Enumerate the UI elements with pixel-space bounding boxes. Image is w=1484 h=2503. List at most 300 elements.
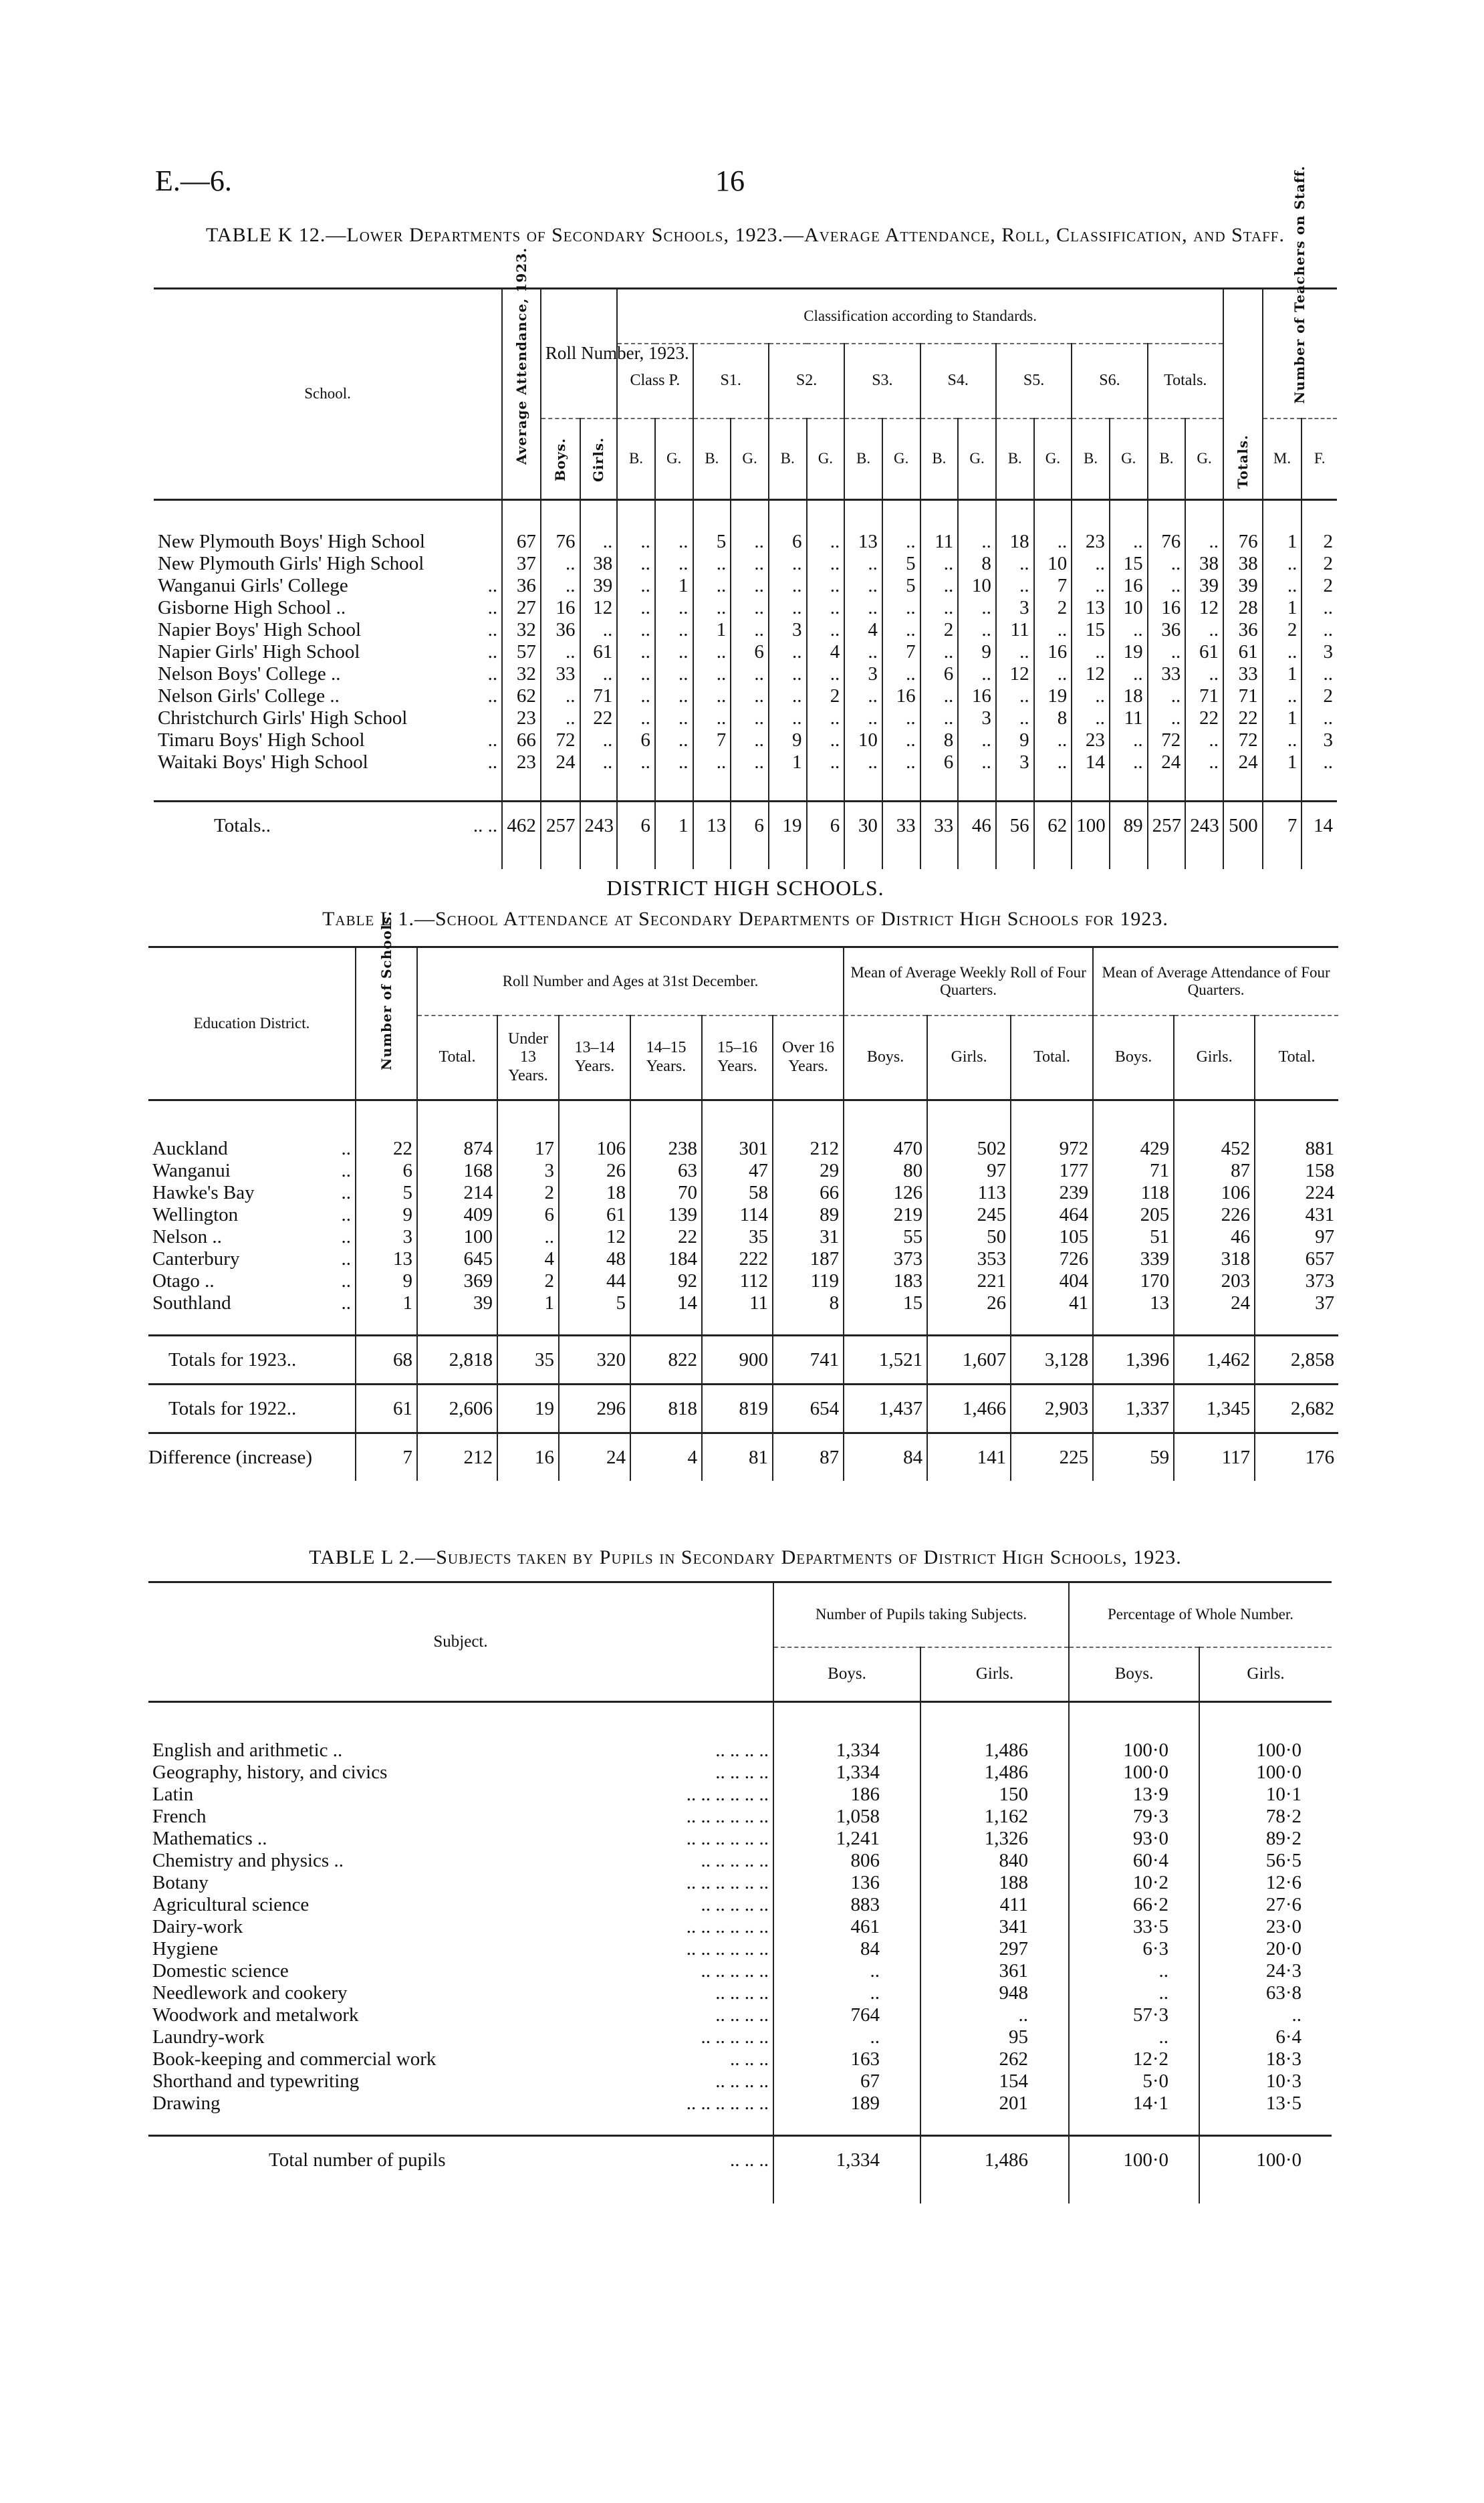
k12-cell: 2 bbox=[1034, 597, 1072, 619]
leader-dots: .. bbox=[341, 1226, 351, 1247]
row-label bbox=[154, 531, 502, 553]
l1-cell: 239 bbox=[1011, 1182, 1093, 1204]
row-label-text: Needlework and cookery bbox=[152, 1982, 348, 2004]
row-label-text: Laundry-work bbox=[152, 2026, 265, 2048]
l2-cell: 66·2 bbox=[1069, 1894, 1199, 1916]
row-label bbox=[148, 1204, 356, 1226]
k12-group-header: S3. bbox=[844, 344, 920, 419]
k12-cell: 71 bbox=[580, 685, 618, 707]
l1-summary-cell: 819 bbox=[702, 1385, 773, 1433]
k12-cell: .. bbox=[1185, 619, 1223, 641]
l2-cell: 20·0 bbox=[1199, 1938, 1332, 1960]
k12-cell: 76 bbox=[1148, 531, 1186, 553]
k12-cell: .. bbox=[958, 597, 996, 619]
k12-cell: .. bbox=[882, 707, 920, 729]
spacer-cell bbox=[996, 773, 1034, 802]
spacer-cell bbox=[1011, 1100, 1093, 1139]
l2-cell: 33·5 bbox=[1069, 1916, 1199, 1938]
l1-summary-cell: 225 bbox=[1011, 1433, 1093, 1481]
l1-summary-cell: 7 bbox=[356, 1433, 417, 1481]
l2-cell: 27·6 bbox=[1199, 1894, 1332, 1916]
l2-cell: 136 bbox=[773, 1872, 920, 1894]
spacer-cell bbox=[655, 500, 693, 531]
l1-summary-cell: 818 bbox=[630, 1385, 702, 1433]
row-label bbox=[148, 2048, 773, 2070]
k12-cell: .. bbox=[1302, 597, 1337, 619]
l2-cell: 150 bbox=[920, 1784, 1069, 1806]
k12-title-rest: Lower Departments of Secondary Schools, 1923.—Average Attendance, Roll, Classification, and Staff. bbox=[346, 224, 1285, 246]
k12-cell: .. bbox=[844, 685, 882, 707]
leader-dots: .. .. .. .. bbox=[715, 1740, 769, 1761]
k12-total-cell: 30 bbox=[844, 802, 882, 850]
k12-cell: 12 bbox=[580, 597, 618, 619]
leader-dots: .. .. .. .. .. .. bbox=[686, 1872, 769, 1893]
l1-cell: 4 bbox=[497, 1248, 559, 1270]
l1-cell: 1 bbox=[497, 1292, 559, 1314]
l1-cell: 9 bbox=[356, 1204, 417, 1226]
k12-cell: .. bbox=[541, 707, 580, 729]
row-label bbox=[148, 1182, 356, 1204]
spacer-cell bbox=[154, 849, 502, 869]
k12-cell: .. bbox=[731, 729, 769, 751]
k12-cell: 71 bbox=[1223, 685, 1263, 707]
spacer-cell bbox=[769, 500, 807, 531]
k12-table-row bbox=[154, 707, 1337, 729]
spacer-cell bbox=[920, 500, 959, 531]
l2-cell: .. bbox=[773, 1982, 920, 2004]
k12-cell: .. bbox=[580, 729, 618, 751]
spacer-cell bbox=[773, 1702, 920, 1740]
l1-cell: 6 bbox=[356, 1160, 417, 1182]
spacer-cell bbox=[1069, 2183, 1199, 2203]
l2-cell: 13·5 bbox=[1199, 2093, 1332, 2115]
row-label-text: Canterbury bbox=[152, 1248, 240, 1270]
k12-cell: 23 bbox=[502, 707, 541, 729]
spacer-cell bbox=[731, 849, 769, 869]
l1-cell: 80 bbox=[844, 1160, 927, 1182]
l1-cell: 222 bbox=[702, 1248, 773, 1270]
l1-col-header: Boys. bbox=[1093, 1016, 1174, 1099]
spacer-cell bbox=[1069, 2115, 1199, 2136]
l1-title-rest: School Attendance at Secondary Departments of District High Schools for 1923. bbox=[435, 908, 1168, 930]
leader-dots: .. .. .. .. .. .. bbox=[686, 2093, 769, 2114]
k12-cell: .. bbox=[541, 553, 580, 575]
k12-cell: 13 bbox=[1072, 597, 1110, 619]
l1-cell: 245 bbox=[927, 1204, 1011, 1226]
k12-bg-header: G. bbox=[1034, 419, 1072, 499]
l1-cell: 2 bbox=[497, 1270, 559, 1292]
l2-col-header: Boys. bbox=[1069, 1647, 1199, 1701]
l1-summary-cell: 4 bbox=[630, 1433, 702, 1481]
k12-bg-header: G. bbox=[882, 419, 920, 499]
k12-cell: .. bbox=[655, 707, 693, 729]
l1-cell: 22 bbox=[356, 1138, 417, 1160]
k12-group-header: S5. bbox=[996, 344, 1072, 419]
l2-cell: 14·1 bbox=[1069, 2093, 1199, 2115]
spacer-cell bbox=[1174, 1100, 1255, 1139]
k12-total-cell: 89 bbox=[1110, 802, 1148, 850]
row-label-text: Hawke's Bay bbox=[152, 1182, 255, 1203]
l1-col-header: Total. bbox=[417, 1016, 497, 1099]
row-label bbox=[148, 2004, 773, 2026]
k12-cell: .. bbox=[920, 553, 959, 575]
row-label-text: Otago .. bbox=[152, 1270, 215, 1292]
row-label-text: New Plymouth Girls' High School bbox=[158, 553, 424, 574]
l1-summary-cell: 1,337 bbox=[1093, 1385, 1174, 1433]
l1-cell: 431 bbox=[1255, 1204, 1338, 1226]
l1-cell: 92 bbox=[630, 1270, 702, 1292]
l1-cell: 9 bbox=[356, 1270, 417, 1292]
l2-cell: 89·2 bbox=[1199, 1828, 1332, 1850]
l2-cell: 154 bbox=[920, 2070, 1069, 2093]
spacer-cell bbox=[559, 1314, 630, 1336]
spacer-row bbox=[148, 1702, 1332, 1740]
l1-cell: 404 bbox=[1011, 1270, 1093, 1292]
l2-cell: 100·0 bbox=[1069, 1762, 1199, 1784]
row-label-text: Hygiene bbox=[152, 1938, 219, 1959]
spacer-cell bbox=[1011, 1314, 1093, 1336]
leader-dots: .. bbox=[487, 751, 498, 773]
k12-bg-header: B. bbox=[1148, 419, 1186, 499]
k12-total-cell: 6 bbox=[807, 802, 845, 850]
row-label-text: Napier Boys' High School bbox=[158, 619, 362, 640]
k12-cell: .. bbox=[920, 641, 959, 663]
k12-cell: 22 bbox=[1185, 707, 1223, 729]
row-label-text: Woodwork and metalwork bbox=[152, 2004, 359, 2026]
l1-cell: 31 bbox=[773, 1226, 844, 1248]
leader-dots: .. bbox=[487, 619, 498, 640]
k12-cell: 9 bbox=[996, 729, 1034, 751]
k12-cell: .. bbox=[693, 597, 731, 619]
k12-cell: 36 bbox=[1223, 619, 1263, 641]
l1-cell: 339 bbox=[1093, 1248, 1174, 1270]
spacer-cell bbox=[148, 2183, 773, 2203]
l1-col-header: 14–15 Years. bbox=[630, 1016, 702, 1099]
k12-cell: .. bbox=[996, 685, 1034, 707]
l1-cell: 44 bbox=[559, 1270, 630, 1292]
k12-cell: 24 bbox=[1223, 751, 1263, 773]
k12-cell: 36 bbox=[541, 619, 580, 641]
spacer-cell bbox=[702, 1314, 773, 1336]
l1-cell: 6 bbox=[497, 1204, 559, 1226]
k12-cell: .. bbox=[580, 751, 618, 773]
l2-title-rest: Subjects taken by Pupils in Secondary Departments of District High Schools, 1923. bbox=[436, 1546, 1182, 1568]
k12-cell: .. bbox=[655, 663, 693, 685]
row-label bbox=[148, 1850, 773, 1872]
l2-cell: .. bbox=[1069, 1982, 1199, 2004]
l1-table-row bbox=[148, 1270, 1338, 1292]
l2-header-subject: Subject. bbox=[433, 1632, 488, 1651]
k12-cell: .. bbox=[693, 553, 731, 575]
spacer-cell bbox=[356, 1314, 417, 1336]
k12-cell: 3 bbox=[844, 663, 882, 685]
k12-table-row bbox=[154, 685, 1337, 707]
l1-summary-cell: 2,606 bbox=[417, 1385, 497, 1433]
spacer-cell bbox=[655, 849, 693, 869]
spacer-cell bbox=[356, 1100, 417, 1139]
k12-cell: 5 bbox=[693, 531, 731, 553]
k12-header-roll: Roll Number, 1923. bbox=[541, 289, 617, 419]
l1-summary-cell: 2,682 bbox=[1255, 1385, 1338, 1433]
row-label-text: French bbox=[152, 1806, 207, 1827]
k12-header-school: School. bbox=[304, 385, 351, 402]
k12-group-header: S1. bbox=[693, 344, 769, 419]
k12-cell: 28 bbox=[1223, 597, 1263, 619]
l1-table-row bbox=[148, 1292, 1338, 1314]
l2-cell: 5·0 bbox=[1069, 2070, 1199, 2093]
l1-cell: 470 bbox=[844, 1138, 927, 1160]
spacer-cell bbox=[773, 1100, 844, 1139]
spacer-cell bbox=[148, 1314, 356, 1336]
row-label-text: Napier Girls' High School bbox=[158, 641, 360, 663]
spacer-cell bbox=[693, 849, 731, 869]
l1-cell: 502 bbox=[927, 1138, 1011, 1160]
spacer-cell bbox=[920, 2115, 1069, 2136]
l2-col-header: Girls. bbox=[1199, 1647, 1332, 1701]
l2-cell: 100·0 bbox=[1069, 1740, 1199, 1762]
k12-cell: 62 bbox=[502, 685, 541, 707]
k12-cell: 19 bbox=[1034, 685, 1072, 707]
row-label-text: Geography, history, and civics bbox=[152, 1762, 388, 1783]
k12-cell: 36 bbox=[1148, 619, 1186, 641]
row-label bbox=[148, 1433, 356, 1481]
k12-cell: .. bbox=[1263, 685, 1302, 707]
k12-cell: .. bbox=[1148, 641, 1186, 663]
l2-cell: 806 bbox=[773, 1850, 920, 1872]
l1-cell: 3 bbox=[497, 1160, 559, 1182]
l1-cell: 874 bbox=[417, 1138, 497, 1160]
row-label bbox=[148, 1336, 356, 1385]
k12-cell: 2 bbox=[1302, 575, 1337, 597]
k12-table-row bbox=[154, 751, 1337, 773]
k12-cell: 23 bbox=[1072, 531, 1110, 553]
l2-cell: 1,486 bbox=[920, 1762, 1069, 1784]
l2-cell: 78·2 bbox=[1199, 1806, 1332, 1828]
k12-cell: 72 bbox=[541, 729, 580, 751]
k12-cell: .. bbox=[580, 663, 618, 685]
k12-cell: .. bbox=[541, 575, 580, 597]
l1-cell: 46 bbox=[1174, 1226, 1255, 1248]
k12-table-row bbox=[154, 663, 1337, 685]
spacer-cell bbox=[693, 773, 731, 802]
spacer-cell bbox=[731, 500, 769, 531]
leader-dots: .. bbox=[487, 685, 498, 707]
l1-cell: 51 bbox=[1093, 1226, 1174, 1248]
l1-summary-cell: 212 bbox=[417, 1433, 497, 1481]
l2-cell: .. bbox=[773, 2026, 920, 2048]
k12-cell: 10 bbox=[958, 575, 996, 597]
spacer-cell bbox=[617, 500, 655, 531]
row-label bbox=[154, 641, 502, 663]
k12-group-header: S6. bbox=[1072, 344, 1147, 419]
k12-cell: .. bbox=[1185, 531, 1223, 553]
l2-cell: 411 bbox=[920, 1894, 1069, 1916]
spacer-cell bbox=[1072, 849, 1110, 869]
k12-table-row bbox=[154, 619, 1337, 641]
spacer-cell bbox=[844, 773, 882, 802]
l2-table-row bbox=[148, 1960, 1332, 1982]
k12-cell: .. bbox=[882, 597, 920, 619]
k12-table-row bbox=[154, 575, 1337, 597]
k12-group-header: S2. bbox=[769, 344, 844, 419]
k12-bg-header: B. bbox=[1072, 419, 1110, 499]
spacer-cell bbox=[920, 1702, 1069, 1740]
spacer-cell bbox=[1185, 773, 1223, 802]
l2-cell: 100·0 bbox=[1199, 1740, 1332, 1762]
k12-cell: .. bbox=[807, 597, 845, 619]
l1-summary-cell: 59 bbox=[1093, 1433, 1174, 1481]
k12-total-cell: 62 bbox=[1034, 802, 1072, 850]
l2-cell: 883 bbox=[773, 1894, 920, 1916]
row-label-text: Totals.. bbox=[214, 814, 271, 836]
k12-cell: 6 bbox=[920, 751, 959, 773]
spacer-cell bbox=[1223, 849, 1263, 869]
spacer-cell bbox=[617, 773, 655, 802]
row-label bbox=[154, 597, 502, 619]
l2-title-main: TABLE L 2.— bbox=[309, 1546, 437, 1568]
l1-title bbox=[154, 908, 1337, 931]
leader-dots: .. bbox=[487, 641, 498, 663]
k12-cell: .. bbox=[807, 729, 845, 751]
row-label-text: Wanganui bbox=[152, 1160, 231, 1181]
row-label-text: Gisborne High School .. bbox=[158, 597, 346, 618]
row-label-text: Shorthand and typewriting bbox=[152, 2070, 360, 2092]
k12-cell: .. bbox=[807, 619, 845, 641]
k12-cell: .. bbox=[807, 707, 845, 729]
k12-cell: .. bbox=[769, 663, 807, 685]
spacer-cell bbox=[773, 2183, 920, 2203]
l1-cell: 139 bbox=[630, 1204, 702, 1226]
l1-header-roll-group: Roll Number and Ages at 31st December. bbox=[417, 947, 844, 1016]
l1-header-weekly-group: Mean of Average Weekly Roll of Four Quarters. bbox=[844, 947, 1093, 1016]
spacer-row bbox=[148, 2183, 1332, 2203]
k12-cell: .. bbox=[1110, 531, 1148, 553]
leader-dots: .. bbox=[341, 1160, 351, 1181]
row-label bbox=[148, 1872, 773, 1894]
l1-cell: 452 bbox=[1174, 1138, 1255, 1160]
spacer-cell bbox=[1263, 500, 1302, 531]
k12-cell: .. bbox=[1072, 575, 1110, 597]
k12-cell: .. bbox=[1185, 663, 1223, 685]
k12-cell: 19 bbox=[1110, 641, 1148, 663]
spacer-cell bbox=[1069, 1702, 1199, 1740]
k12-group-header: S4. bbox=[920, 344, 996, 419]
l2-cell: 18·3 bbox=[1199, 2048, 1332, 2070]
l2-cell: 764 bbox=[773, 2004, 920, 2026]
k12-title-main: TABLE K 12.— bbox=[206, 224, 347, 246]
k12-cell: 22 bbox=[580, 707, 618, 729]
k12-cell: 15 bbox=[1110, 553, 1148, 575]
spacer-cell bbox=[844, 1100, 927, 1139]
k12-cell: .. bbox=[655, 531, 693, 553]
l1-cell: 158 bbox=[1255, 1160, 1338, 1182]
k12-header-f: F. bbox=[1302, 419, 1337, 499]
l1-header-district: Education District. bbox=[193, 1014, 310, 1032]
l2-table-row bbox=[148, 1872, 1332, 1894]
spacer-cell bbox=[154, 773, 502, 802]
k12-cell: .. bbox=[693, 685, 731, 707]
row-label bbox=[148, 1740, 773, 1762]
k12-cell: 8 bbox=[1034, 707, 1072, 729]
k12-cell: 12 bbox=[1072, 663, 1110, 685]
row-label bbox=[148, 2136, 773, 2184]
k12-cell: .. bbox=[1185, 729, 1223, 751]
spacer-cell bbox=[1174, 1314, 1255, 1336]
l1-cell: 126 bbox=[844, 1182, 927, 1204]
l2-table-row bbox=[148, 1762, 1332, 1784]
k12-cell: .. bbox=[541, 641, 580, 663]
k12-cell: .. bbox=[1148, 553, 1186, 575]
k12-table-row bbox=[154, 531, 1337, 553]
k12-cell: .. bbox=[655, 597, 693, 619]
l1-col-header: Total. bbox=[1011, 1016, 1093, 1099]
row-label-text: Chemistry and physics .. bbox=[152, 1850, 344, 1871]
spacer-cell bbox=[1148, 773, 1186, 802]
l1-col-header: Under 13 Years. bbox=[497, 1016, 559, 1099]
spacer-cell bbox=[541, 500, 580, 531]
k12-cell: .. bbox=[1263, 553, 1302, 575]
spacer-cell bbox=[1185, 500, 1223, 531]
l1-cell: 47 bbox=[702, 1160, 773, 1182]
k12-header-totals: Totals. bbox=[1234, 435, 1251, 489]
k12-cell: 38 bbox=[1185, 553, 1223, 575]
k12-total-cell: 56 bbox=[996, 802, 1034, 850]
l1-summary-cell: 81 bbox=[702, 1433, 773, 1481]
k12-cell: .. bbox=[844, 751, 882, 773]
l1-summary-cell: 141 bbox=[927, 1433, 1011, 1481]
row-label bbox=[154, 729, 502, 751]
l1-cell: 5 bbox=[356, 1182, 417, 1204]
l1-cell: 353 bbox=[927, 1248, 1011, 1270]
k12-cell: 1 bbox=[1263, 597, 1302, 619]
k12-cell: 11 bbox=[996, 619, 1034, 641]
l2-table-row bbox=[148, 1806, 1332, 1828]
k12-cell: .. bbox=[807, 751, 845, 773]
l1-cell: 219 bbox=[844, 1204, 927, 1226]
row-label bbox=[154, 802, 502, 850]
k12-cell: 22 bbox=[1223, 707, 1263, 729]
k12-cell: 3 bbox=[996, 751, 1034, 773]
l2-table-row bbox=[148, 2070, 1332, 2093]
l1-cell: 22 bbox=[630, 1226, 702, 1248]
row-label bbox=[154, 575, 502, 597]
k12-cell: 1 bbox=[655, 575, 693, 597]
k12-total-cell: 243 bbox=[580, 802, 618, 850]
leader-dots: .. .. bbox=[473, 814, 498, 836]
k12-cell: 32 bbox=[502, 619, 541, 641]
row-label bbox=[148, 1385, 356, 1433]
l2-cell: 1,241 bbox=[773, 1828, 920, 1850]
k12-cell: .. bbox=[1302, 707, 1337, 729]
k12-cell: .. bbox=[1148, 707, 1186, 729]
k12-cell: 10 bbox=[1110, 597, 1148, 619]
l2-cell: 12·6 bbox=[1199, 1872, 1332, 1894]
k12-cell: 3 bbox=[958, 707, 996, 729]
l2-title bbox=[154, 1546, 1337, 1569]
k12-cell: .. bbox=[655, 553, 693, 575]
l1-summary-row bbox=[148, 1336, 1338, 1385]
row-label-text: Drawing bbox=[152, 2093, 221, 2114]
l1-col-header: Total. bbox=[1255, 1016, 1338, 1099]
k12-cell: 2 bbox=[807, 685, 845, 707]
k12-cell: 1 bbox=[1263, 663, 1302, 685]
k12-bg-header: G. bbox=[655, 419, 693, 499]
l2-cell: 57·3 bbox=[1069, 2004, 1199, 2026]
l1-table-row bbox=[148, 1138, 1338, 1160]
l1-cell: 657 bbox=[1255, 1248, 1338, 1270]
l1-cell: 881 bbox=[1255, 1138, 1338, 1160]
k12-cell: 37 bbox=[502, 553, 541, 575]
